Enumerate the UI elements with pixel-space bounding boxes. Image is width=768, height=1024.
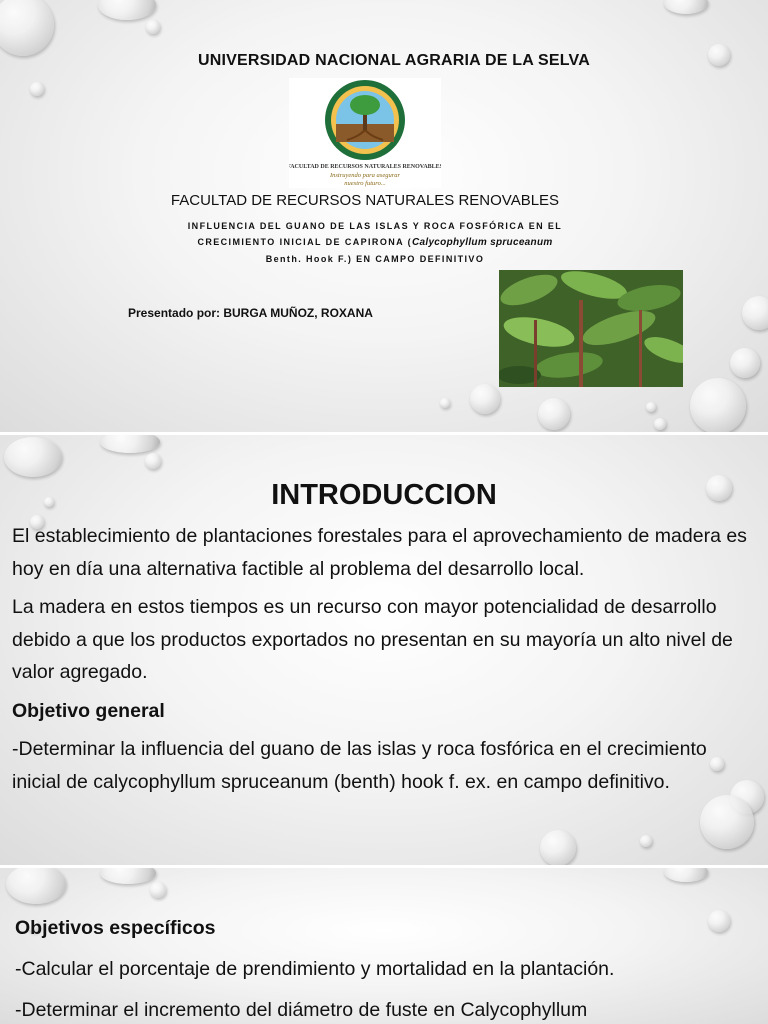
water-drop-icon bbox=[98, 0, 156, 20]
thesis-title-line2: CRECIMIENTO INICIAL DE CAPIRONA (Calycophyllum spruceanum bbox=[197, 237, 553, 248]
slide-body bbox=[12, 520, 752, 804]
presenter: Presentado por: BURGA MUÑOZ, ROXANA bbox=[128, 306, 373, 320]
species-name: Calycophyllum spruceanum bbox=[411, 237, 553, 248]
intro-paragraph-1: El establecimiento de plantaciones forestales para el aprovechamiento de madera es hoy en día una alternativa factible al problema del desarrollo local. bbox=[12, 525, 747, 580]
thesis-title-line1: INFLUENCIA DEL GUANO DE LAS ISLAS Y ROCA FOSFÓRICA EN EL bbox=[187, 221, 563, 231]
thesis-title-line3: Benth. Hook F.) EN CAMPO DEFINITIVO bbox=[265, 254, 485, 264]
introduction-slide bbox=[0, 435, 768, 865]
thesis-title bbox=[120, 218, 630, 267]
water-drop-icon bbox=[6, 868, 66, 904]
water-drop-icon bbox=[664, 0, 708, 14]
water-drop-icon bbox=[646, 402, 656, 412]
water-drop-icon bbox=[100, 868, 156, 884]
water-drop-icon bbox=[538, 398, 570, 430]
water-drop-icon bbox=[664, 868, 708, 882]
water-drop-icon bbox=[540, 830, 576, 865]
water-drop-icon bbox=[150, 882, 166, 898]
water-drop-icon bbox=[30, 82, 44, 96]
objective-heading: Objetivo general bbox=[12, 699, 165, 722]
water-drop-icon bbox=[730, 348, 760, 378]
water-drop-icon bbox=[0, 0, 54, 56]
slide-body bbox=[15, 908, 755, 1024]
objectives-slide bbox=[0, 868, 768, 1024]
water-drop-icon bbox=[146, 20, 160, 34]
objective-item: -Determinar el incremento del diámetro de fuste en Calycophyllum bbox=[15, 999, 588, 1021]
intro-paragraph-2: La madera en estos tiempos es un recurso con mayor potencialidad de desarrollo debido a que los productos exportados no presentan en su mayoría un alto nivel de valor agregado. bbox=[12, 596, 733, 683]
capirona-plant-photo bbox=[499, 270, 683, 387]
faculty-logo bbox=[289, 78, 441, 188]
svg-text:FACULTAD DE RECURSOS NATURALES: FACULTAD DE RECURSOS NATURALES RENOVABLES bbox=[289, 164, 441, 170]
water-drop-icon bbox=[654, 418, 666, 430]
water-drop-icon bbox=[640, 835, 652, 847]
specific-objectives-heading: Objetivos específicos bbox=[15, 917, 216, 939]
faculty-name: FACULTAD DE RECURSOS NATURALES RENOVABLES bbox=[170, 192, 560, 209]
water-drop-icon bbox=[440, 398, 450, 408]
university-name: UNIVERSIDAD NACIONAL AGRARIA DE LA SELVA bbox=[197, 52, 590, 69]
water-drop-icon bbox=[742, 296, 768, 330]
slide-title: INTRODUCCION bbox=[271, 479, 497, 511]
water-drop-icon bbox=[100, 435, 160, 453]
water-drop-icon bbox=[690, 378, 746, 432]
svg-text:Instruyendo para asegurar: Instruyendo para asegurar bbox=[329, 172, 401, 179]
title-slide bbox=[0, 0, 768, 432]
objective-text: -Determinar la influencia del guano de las islas y roca fosfórica en el crecimiento inicial de calycophyllum spruceanum (benth) hook f. ex. en campo definitivo. bbox=[12, 738, 707, 793]
water-drop-icon bbox=[470, 384, 500, 414]
objective-item: -Calcular el porcentaje de prendimiento y mortalidad en la plantación. bbox=[15, 958, 615, 980]
svg-text:nuestro futuro...: nuestro futuro... bbox=[344, 180, 386, 187]
water-drop-icon bbox=[145, 453, 161, 469]
water-drop-icon bbox=[4, 437, 62, 477]
